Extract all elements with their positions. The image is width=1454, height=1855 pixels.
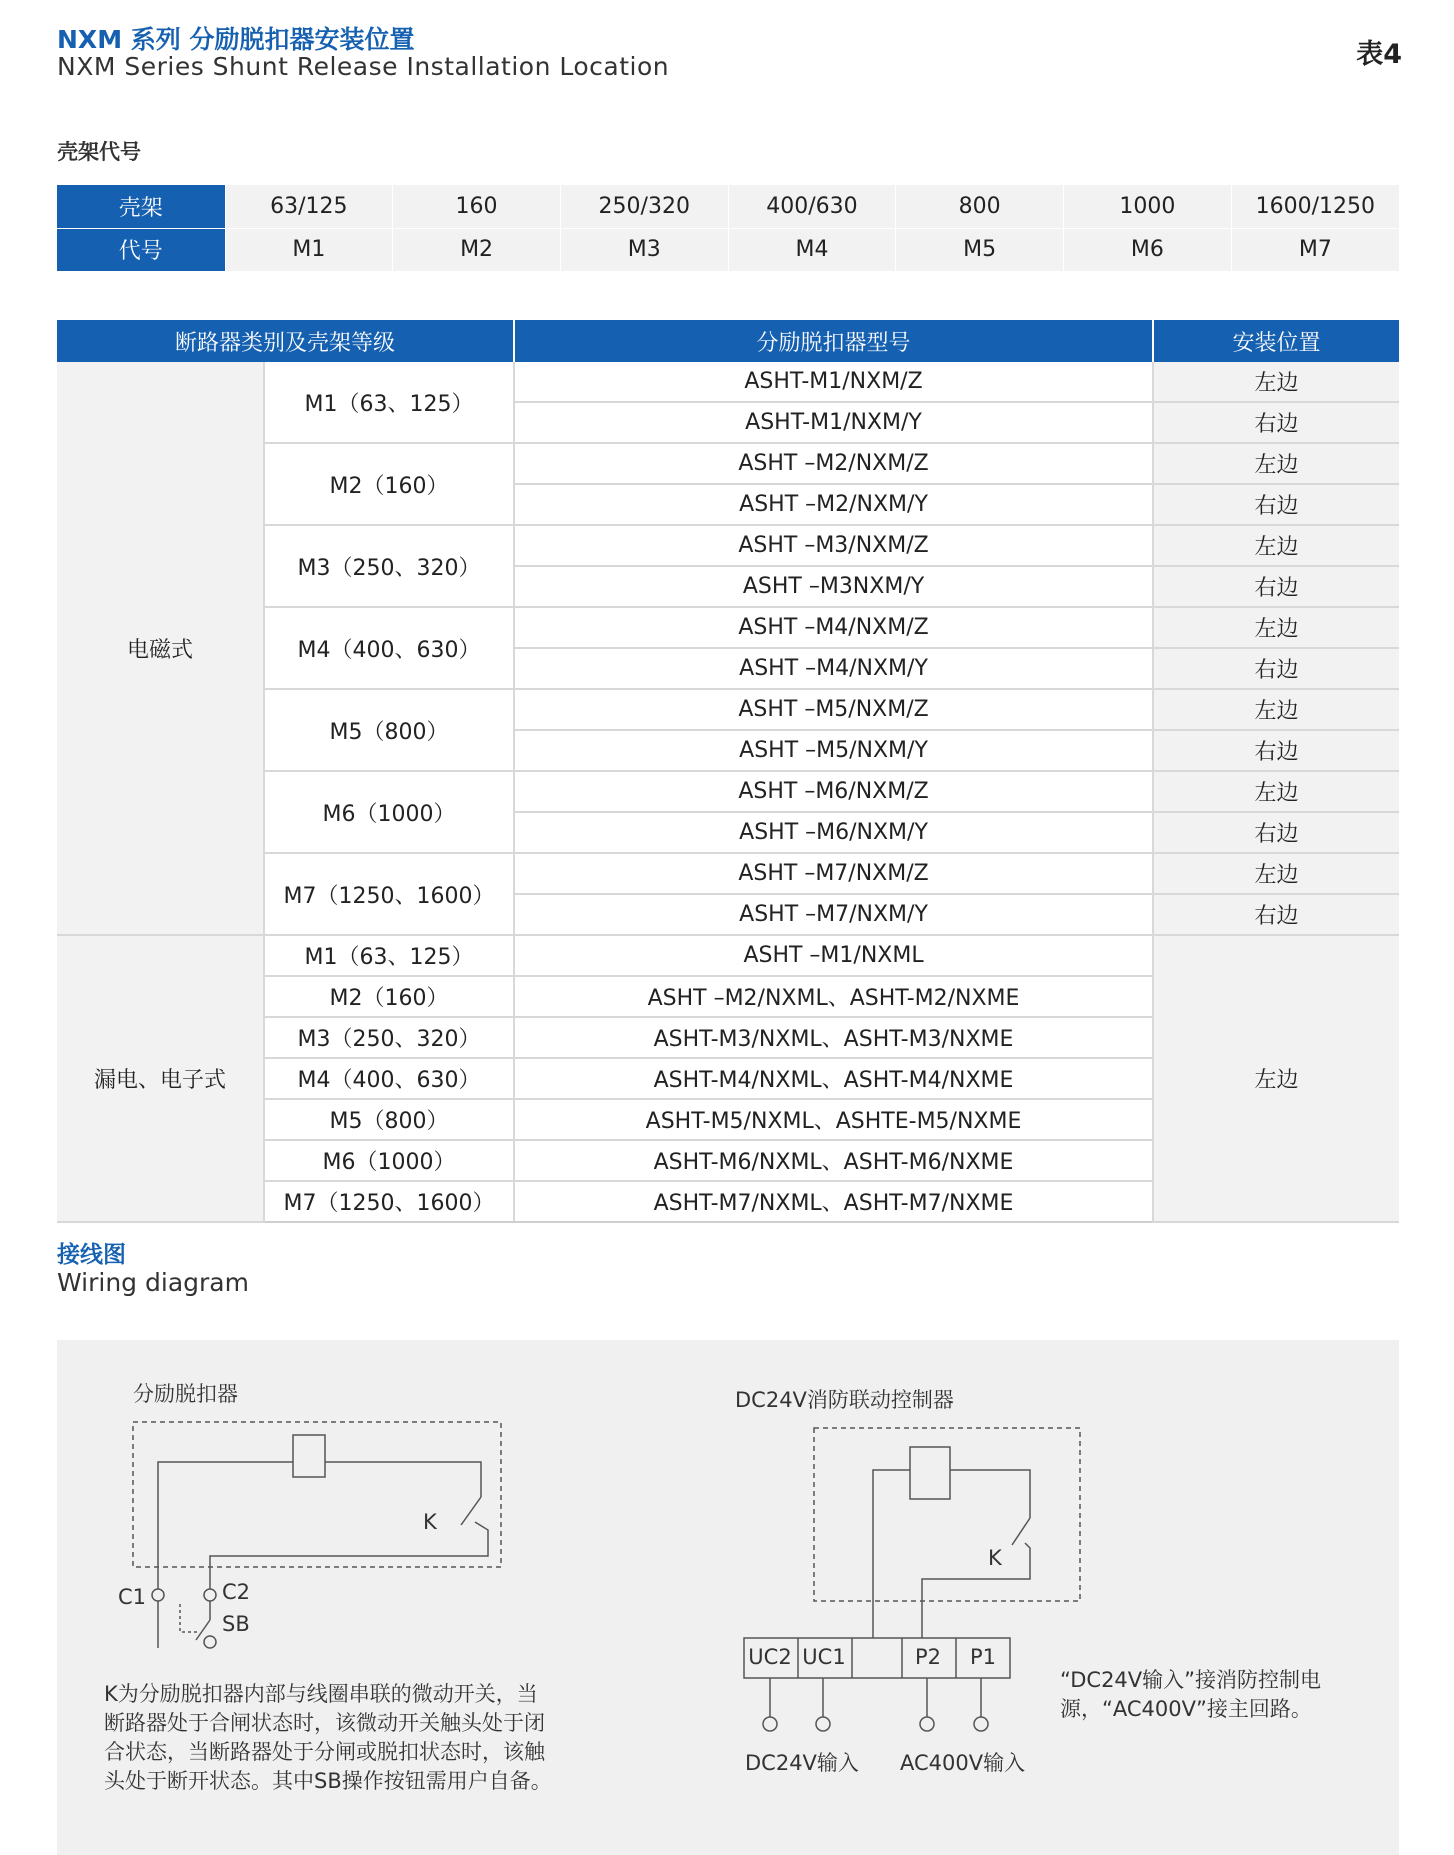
note-line: 源，“AC400V”接主回路。 [1060, 1697, 1312, 1721]
shunt-release-title: 分励脱扣器 [133, 1382, 238, 1406]
model-cell: ASHT –M2/NXM/Z [514, 443, 1153, 484]
model-cell: ASHT –M3NXM/Y [514, 566, 1153, 607]
frame-cell: 400/630 [728, 185, 896, 228]
header-position: 安装位置 [1153, 320, 1399, 362]
model-cell: ASHT-M7/NXML、ASHT-M7/NXME [514, 1181, 1153, 1222]
frame-cell: M7（1250、1600） [264, 1181, 514, 1222]
dc-input-terminal-1 [763, 1717, 777, 1731]
frame-cell: 800 [896, 185, 1064, 228]
position-cell: 左边 [1153, 853, 1399, 894]
model-cell: ASHT –M2/NXML、ASHT-M2/NXME [514, 976, 1153, 1017]
note-line: 合状态，当断路器处于分闸或脱扣状态时，该触 [104, 1740, 545, 1764]
model-cell: ASHT-M4/NXML、ASHT-M4/NXME [514, 1058, 1153, 1099]
dc24v-input-label: DC24V输入 [745, 1751, 859, 1775]
frame-cell: M1（63、125） [264, 935, 514, 976]
note-line: 断路器处于合闸状态时，该微动开关触头处于闭 [104, 1711, 545, 1735]
frame-cell: 160 [393, 185, 561, 228]
c2-terminal [204, 1589, 216, 1601]
model-cell: ASHT –M7/NXM/Y [514, 894, 1153, 935]
ac-input-terminal-2 [974, 1717, 988, 1731]
position-cell: 右边 [1153, 566, 1399, 607]
note-line: “DC24V输入”接消防控制电 [1060, 1668, 1322, 1692]
code-cell: M6 [1064, 228, 1232, 271]
wiring-title-en: Wiring diagram [57, 1268, 249, 1297]
left-wire-to-k [325, 1462, 481, 1497]
frame-row-label: 壳架 [57, 185, 225, 228]
model-cell: ASHT-M1/NXM/Z [514, 362, 1153, 402]
frame-cell: M4（400、630） [264, 607, 514, 689]
model-cell: ASHT-M6/NXML、ASHT-M6/NXME [514, 1140, 1153, 1181]
position-cell: 右边 [1153, 730, 1399, 771]
header-model: 分励脱扣器型号 [514, 320, 1153, 362]
frame-cell: M7（1250、1600） [264, 853, 514, 935]
right-coil [910, 1447, 950, 1499]
model-cell: ASHT –M4/NXM/Y [514, 648, 1153, 689]
model-cell: ASHT –M1/NXML [514, 935, 1153, 976]
left-k-label: K [423, 1510, 437, 1534]
code-cell: M3 [560, 228, 728, 271]
note-line: 头处于断开状态。其中SB操作按钮需用户自备。 [104, 1769, 552, 1793]
code-cell: M2 [393, 228, 561, 271]
code-cell: M7 [1231, 228, 1399, 271]
table-number: 表4 [1356, 39, 1402, 70]
position-cell: 右边 [1153, 648, 1399, 689]
c2-label: C2 [222, 1580, 251, 1604]
right-wire-return [922, 1543, 1030, 1638]
position-cell: 右边 [1153, 894, 1399, 935]
model-cell: ASHT-M5/NXML、ASHTE-M5/NXME [514, 1099, 1153, 1140]
code-cell: M4 [728, 228, 896, 271]
model-cell: ASHT –M6/NXM/Y [514, 812, 1153, 853]
terminal-p1: P1 [969, 1645, 997, 1669]
c1-label: C1 [118, 1585, 147, 1609]
ac-input-terminal-1 [920, 1717, 934, 1731]
position-cell: 左边 [1153, 525, 1399, 566]
right-wire-to-k [950, 1470, 1030, 1518]
code-cell: M1 [225, 228, 393, 271]
sb-terminal [204, 1636, 216, 1648]
c1-terminal [152, 1589, 164, 1601]
model-cell: ASHT –M2/NXM/Y [514, 484, 1153, 525]
category-electromagnetic: 电磁式 [57, 362, 264, 935]
frame-cell: M6（1000） [264, 771, 514, 853]
frame-cell: M5（800） [264, 1099, 514, 1140]
dc-input-terminal-2 [816, 1717, 830, 1731]
frame-cell: M6（1000） [264, 1140, 514, 1181]
terminal-uc2: UC2 [748, 1645, 792, 1669]
position-cell: 左边 [1153, 771, 1399, 812]
sb-label: SB [222, 1612, 250, 1636]
position-cell: 左边 [1153, 607, 1399, 648]
ac400v-input-label: AC400V输入 [900, 1751, 1026, 1775]
model-cell: ASHT –M4/NXM/Z [514, 607, 1153, 648]
left-wire-c1 [158, 1462, 293, 1595]
right-k-switch [1012, 1518, 1030, 1545]
frame-cell: M4（400、630） [264, 1058, 514, 1099]
wiring-title-cn: 接线图 [57, 1242, 126, 1268]
position-cell: 右边 [1153, 812, 1399, 853]
code-row-label: 代号 [57, 228, 225, 271]
frame-cell: M3（250、320） [264, 1017, 514, 1058]
frame-cell: 63/125 [225, 185, 393, 228]
frame-cell: M3（250、320） [264, 525, 514, 607]
model-cell: ASHT-M1/NXM/Y [514, 402, 1153, 443]
page-title-en: NXM Series Shunt Release Installation Location [57, 52, 670, 81]
header-category: 断路器类别及壳架等级 [57, 320, 514, 362]
left-dashed-housing [133, 1422, 501, 1567]
category-leakage: 漏电、电子式 [57, 935, 264, 1222]
controller-title: DC24V消防联动控制器 [735, 1388, 954, 1412]
note-line: K为分励脱扣器内部与线圈串联的微动开关，当 [104, 1682, 538, 1706]
model-cell: ASHT –M6/NXM/Z [514, 771, 1153, 812]
model-cell: ASHT –M5/NXM/Z [514, 689, 1153, 730]
model-cell: ASHT –M5/NXM/Y [514, 730, 1153, 771]
terminal-p2: P2 [914, 1645, 942, 1669]
left-wire-return [210, 1522, 488, 1595]
frame-cell: M2（160） [264, 443, 514, 525]
sb-actuator [180, 1604, 198, 1632]
position-cell: 左边 [1153, 689, 1399, 730]
model-cell: ASHT –M7/NXM/Z [514, 853, 1153, 894]
terminal-block [744, 1638, 1010, 1678]
frame-cell: M1（63、125） [264, 362, 514, 443]
left-k-switch [461, 1497, 481, 1525]
terminal-uc1: UC1 [802, 1645, 846, 1669]
position-cell: 左边 [1153, 362, 1399, 402]
model-cell: ASHT-M3/NXML、ASHT-M3/NXME [514, 1017, 1153, 1058]
code-cell: M5 [896, 228, 1064, 271]
frame-section-label: 壳架代号 [57, 140, 141, 164]
page-title-cn: NXM 系列 分励脱扣器安装位置 [57, 25, 415, 54]
position-cell: 左边 [1153, 935, 1399, 1222]
model-cell: ASHT –M3/NXM/Z [514, 525, 1153, 566]
position-cell: 右边 [1153, 402, 1399, 443]
frame-cell: 250/320 [560, 185, 728, 228]
right-wire-left [873, 1470, 910, 1638]
position-cell: 左边 [1153, 443, 1399, 484]
frame-cell: M2（160） [264, 976, 514, 1017]
position-cell: 右边 [1153, 484, 1399, 525]
left-coil [293, 1435, 325, 1477]
frame-cell: M5（800） [264, 689, 514, 771]
right-dashed-housing [814, 1428, 1080, 1601]
frame-cell: 1000 [1064, 185, 1232, 228]
right-k-label: K [988, 1546, 1002, 1570]
frame-cell: 1600/1250 [1231, 185, 1399, 228]
